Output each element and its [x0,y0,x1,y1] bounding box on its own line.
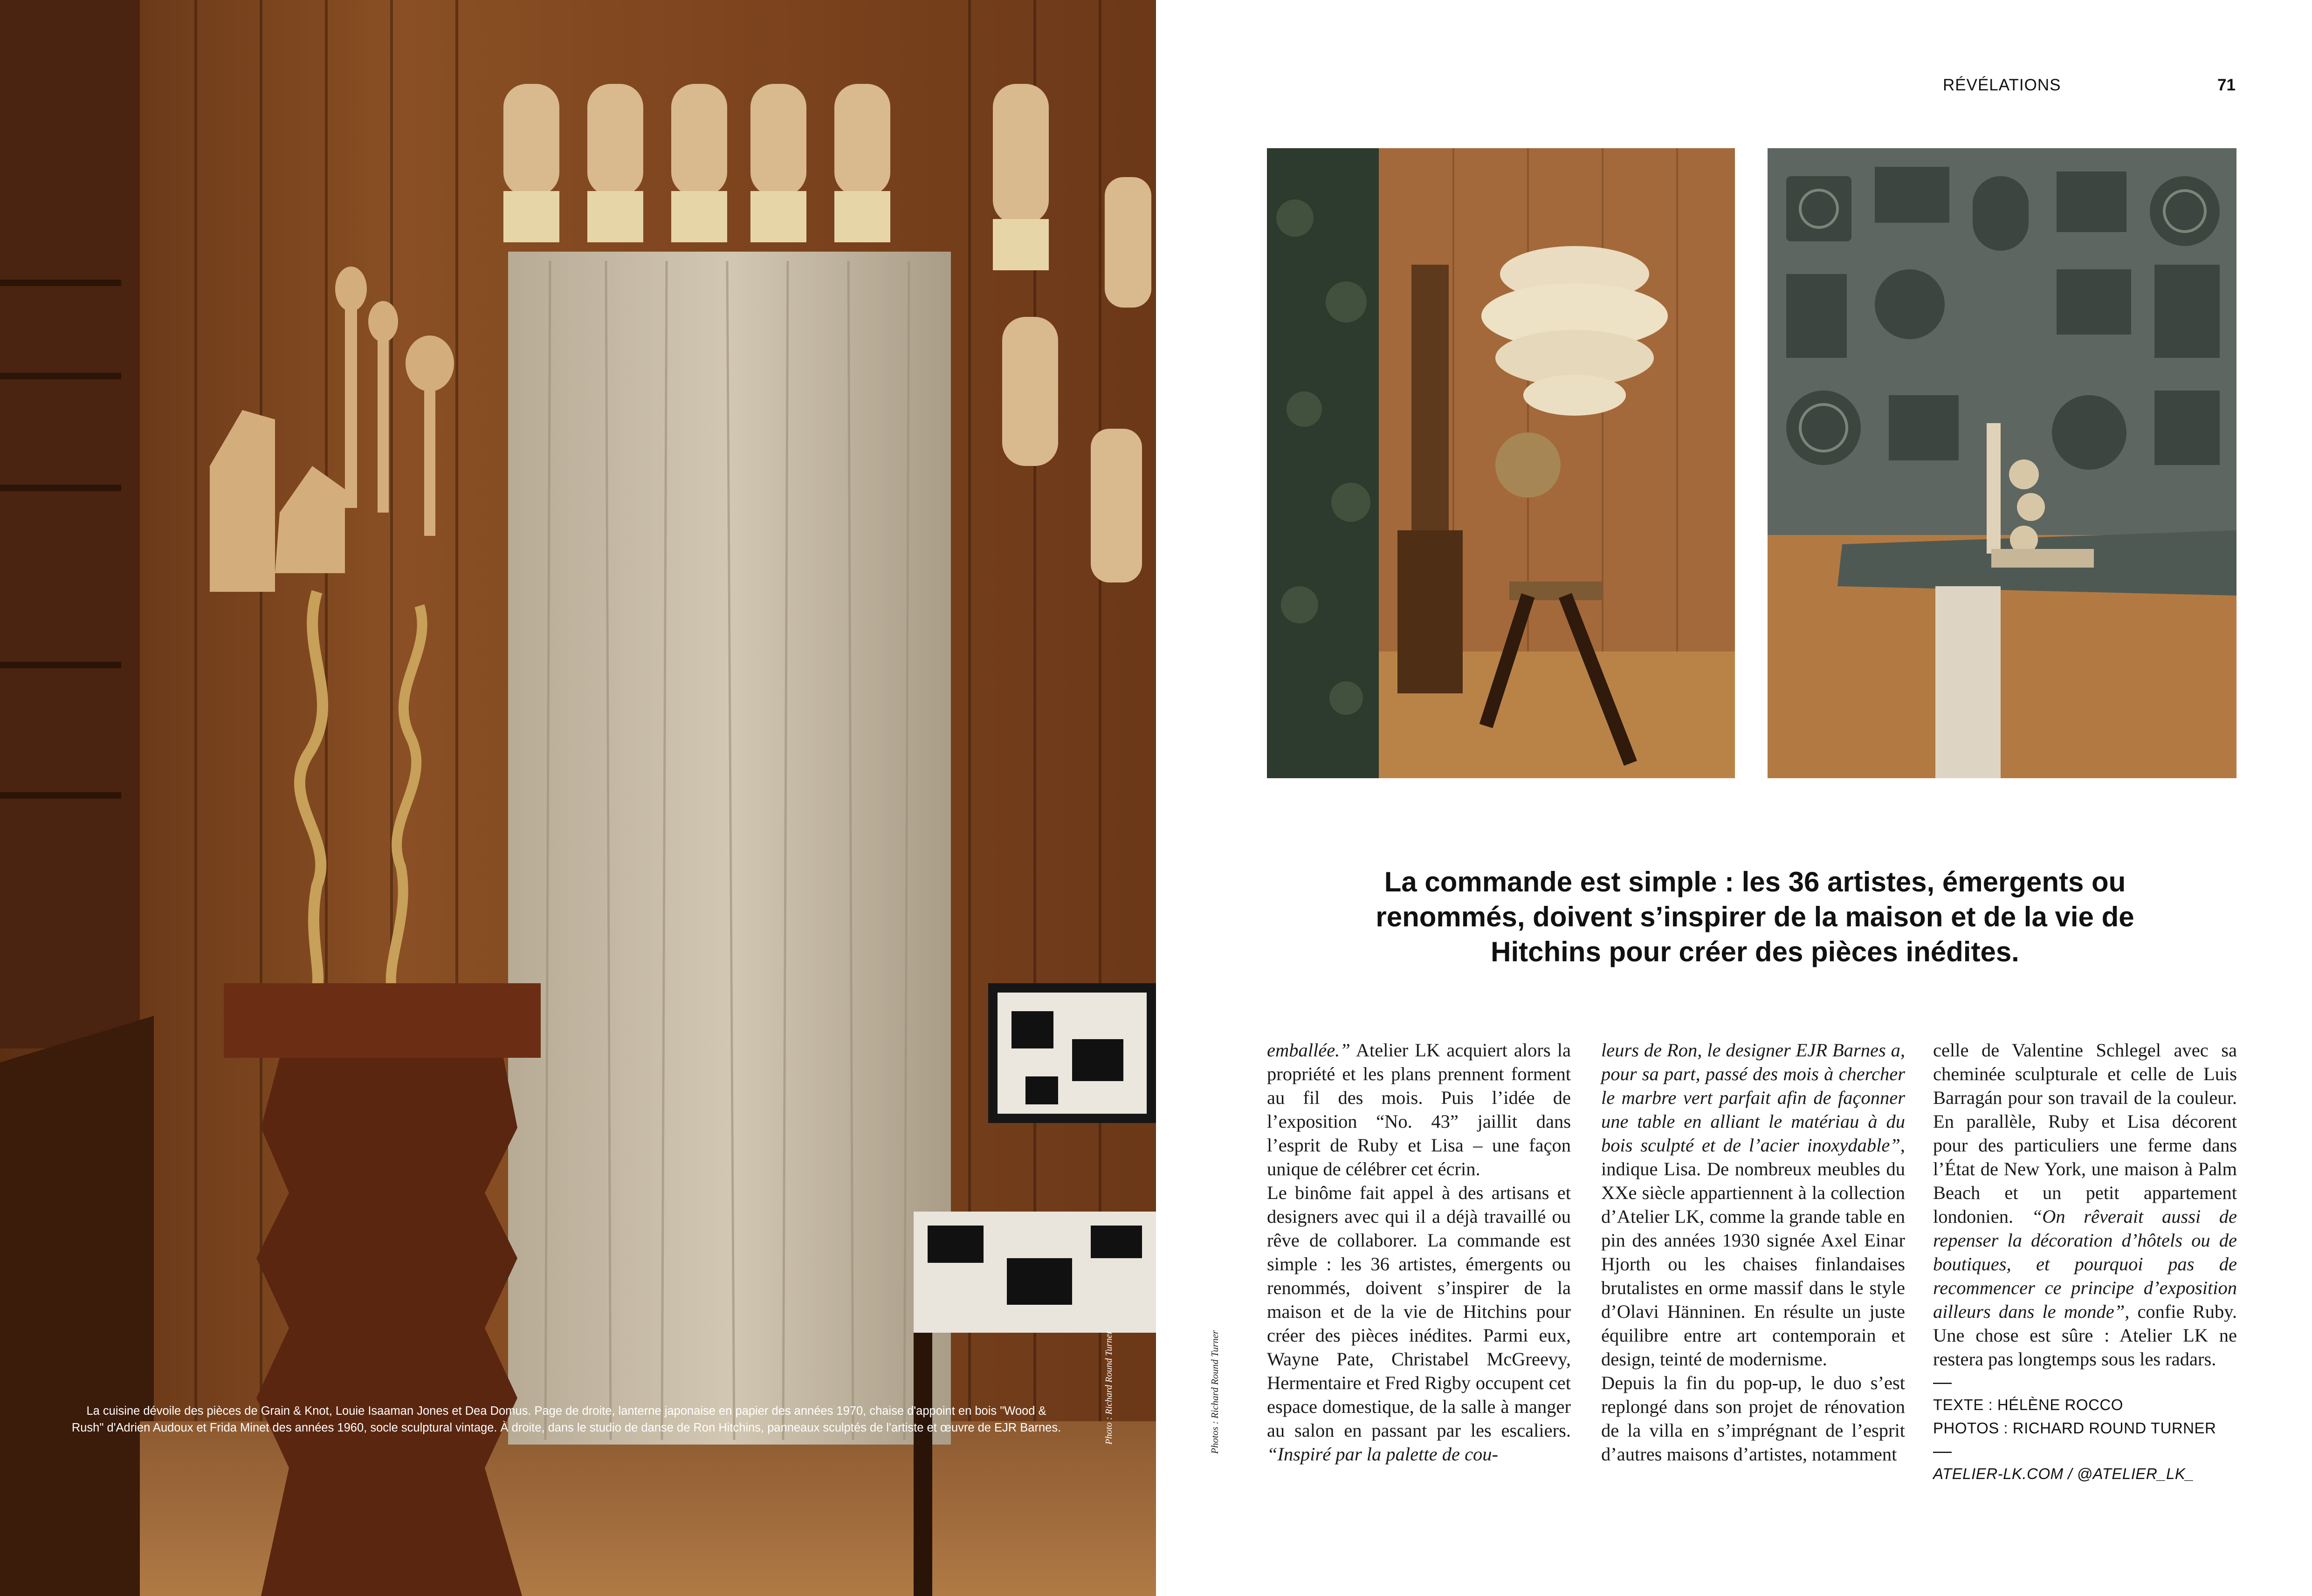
gutter-photo-credit: Photos : Richard Round Turner [1209,1330,1220,1454]
paragraph [1601,1038,1905,1371]
running-head: RÉVÉLATIONS [1943,76,2061,94]
pull-quote: La commande est simple : les 36 artistes, émergents ou renommés, doivent s’inspirer de la maison et de la vie de Hitchins pour créer des pièces inédites. [1376,866,2134,967]
paragraph-text: , indique Lisa. De nombreux meubles du XXe siècle appartiennent à la collection d’Atelier LK, comme la grande table en pin des années 1930 signée Axel Einar Hjorth ou les chaises finlandaises brutalistes en orme massif dans le style d’Olavi Hänninen. En résulte un juste équilibre entre art contemporain et design, teinté de modernisme. [1601,1135,1905,1370]
body-column-1 [1267,1038,1571,1466]
paragraph-text: Le binôme fait appel à des artisans et designers avec qui il a déjà travaillé ou rêve de collaborer. La commande est simple : les 36 artistes, émergents ou renommés, doivent s’inspirer de la maison et de la vie de Hitchins pour créer des pièces inédites. Parmi eux, Wayne Pate, Christabel McGreevy, Hermentaire et Fred Rigby occupent cet espace domestique, de la salle à manger au salon en passant par les escaliers. [1267,1182,1571,1441]
paragraph-text: Atelier LK acquiert alors la propriété et les plans prennent forment au fil des mois. Puis l’idée de l’exposition “No. 43” jaillit dans l’esprit de Ruby et Lisa – une façon unique de célébrer cet écrin. [1267,1040,1571,1179]
paragraph [1933,1038,2237,1371]
quote-fragment: “On rêverait aussi de repenser la décoration d’hôtels ou de boutiques, et pourquoi pas de recommencer ce principe d’exposition ailleurs dans le monde” [1933,1206,2237,1322]
paragraph [1267,1181,1571,1466]
sculpted-panel-photo [1768,148,2236,778]
paragraph-text: , confie Ruby. Une chose est sûre : Atelier LK ne restera pas longtemps sous les radars. [1933,1301,2237,1370]
separator-dash: — [1933,1372,1952,1392]
lantern-chair-photo [1267,148,1735,778]
page-number: 71 [2217,76,2236,94]
photo-credit: Photo : Richard Round Turner [1104,1330,1114,1445]
website-link[interactable]: ATELIER-LK.COM / @ATELIER_LK_ [1933,1465,2195,1482]
paragraph-text: celle de Valentine Schlegel avec sa cheminée sculpturale et celle de Luis Barragán pour son travail de la couleur. En parallèle, Ruby et Lisa décorent pour des particuliers une ferme dans l’État de New York, une maison à Palm Beach et un petit appartement londonien. [1933,1040,2237,1227]
paragraph: Depuis la fin du pop-up, le duo s’est replongé dans son projet de rénovation de la villa en s’imprégnant de l’esprit d’autres maisons d’artistes, notamment [1601,1372,1905,1465]
body-column-3 [1933,1038,2237,1486]
quote-fragment: emballée.” [1267,1040,1350,1061]
text-credit: TEXTE : HÉLÈNE ROCCO [1933,1396,2123,1413]
quote-fragment: “Inspiré par la palette de cou- [1267,1444,1499,1465]
quote-fragment: leurs de Ron, le designer EJR Barnes a, pour sa part, passé des mois à chercher le marbre vert parfait afin de façonner une table en alliant le matériau à du bois sculpté et de l’acier inoxydable” [1601,1040,1905,1156]
body-column-2 [1601,1038,1905,1466]
paragraph [1267,1038,1571,1181]
photo-credit-signature: PHOTOS : RICHARD ROUND TURNER [1933,1419,2216,1437]
separator-dash: — [1933,1441,1952,1461]
photo-caption: La cuisine dévoile des pièces de Grain & Knot, Louie Isaaman Jones et Dea Domus. Page de droite, lanterne japonaise en papier des années 1970, chaise d'appoint en bois "Wood & Rush" d'Adrien Audoux et Frida Minet des années 1960, socle sculptural vintage. À droite, dans le studio de danse de Ron Hitchins, panneaux sculptés de l'artiste et œuvre de EJR Barnes. [71,1404,1061,1434]
